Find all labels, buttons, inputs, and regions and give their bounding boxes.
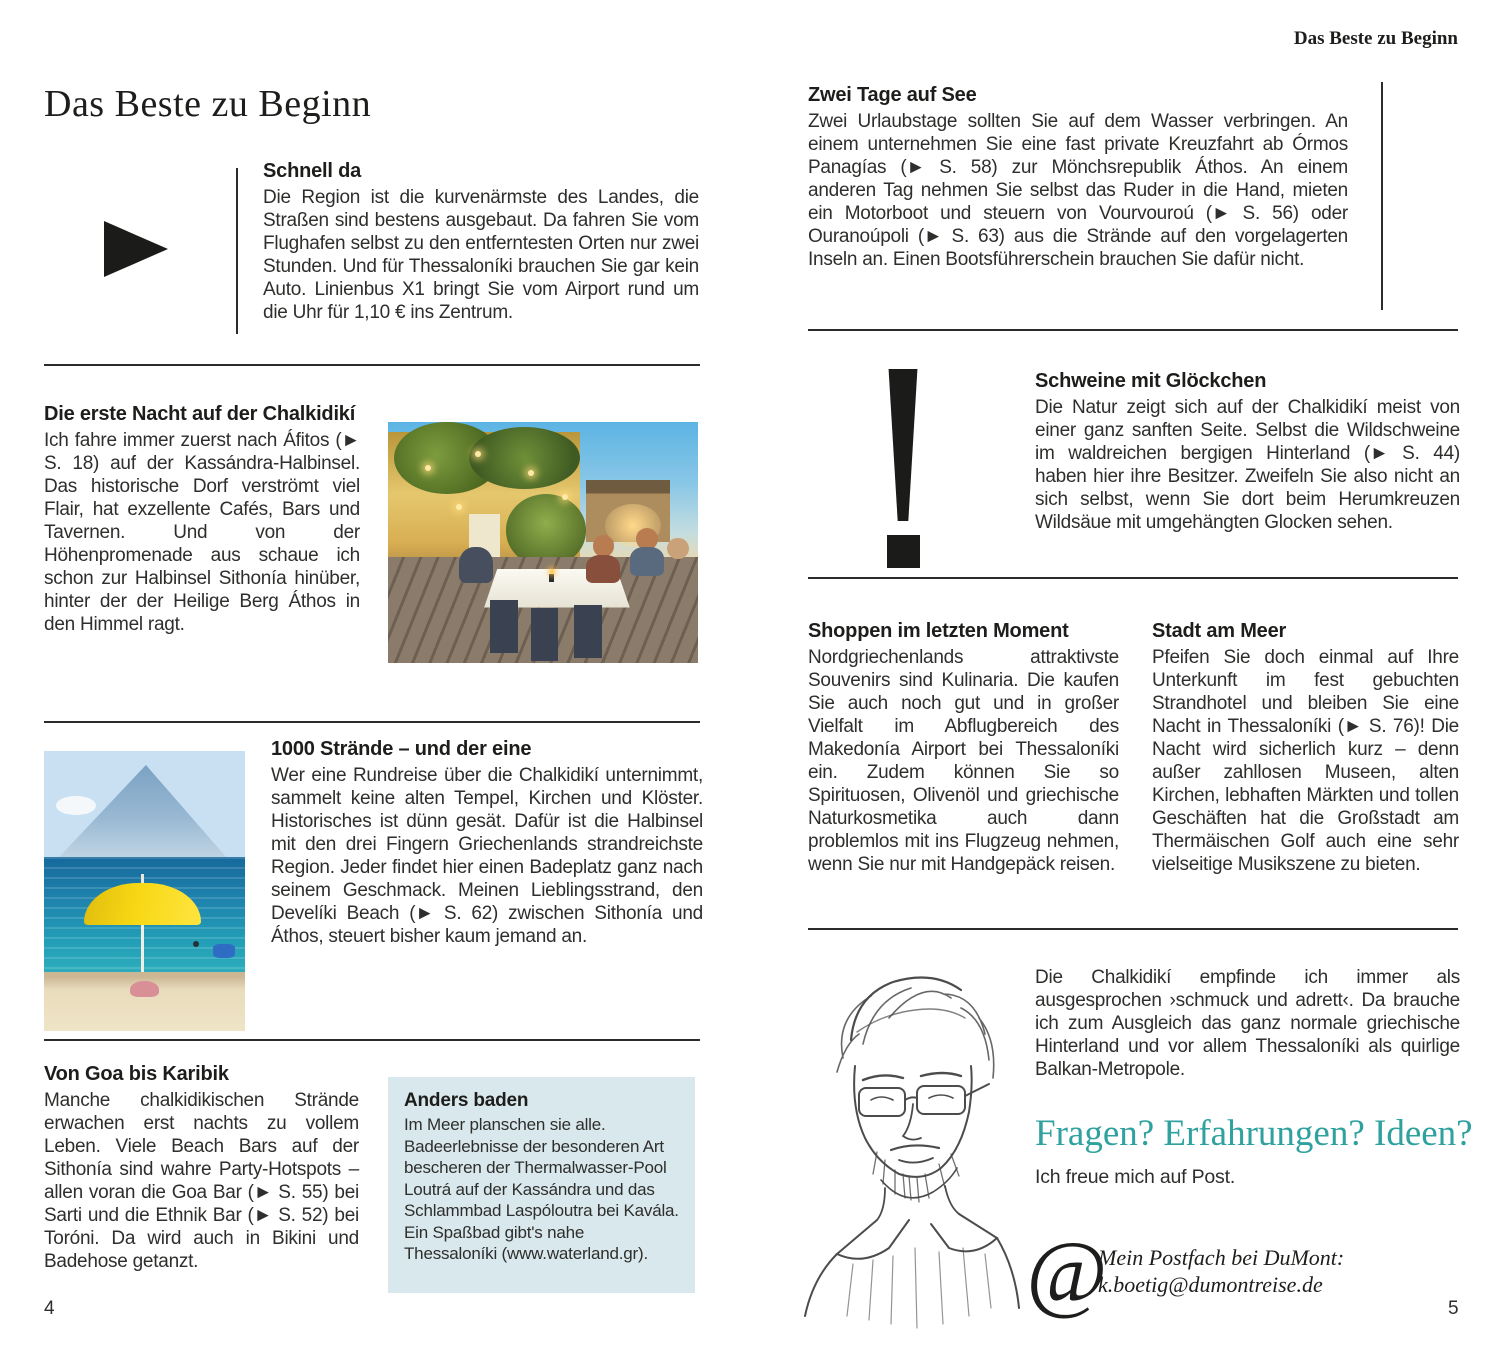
chair (531, 608, 559, 661)
beach-bag (130, 981, 158, 998)
guest (586, 555, 620, 584)
section-body: Pfeifen Sie doch einmal auf Ihre Unterkunft im fest gebuchten Strandhotel und bleiben Sie eine Nacht in Thessaloníki (► S. 76)! Die Nacht wird sicherlich kurz – denn außer zahllosen Museen, alten Kirchen, lebhaften Märkten und tollen Geschäften hat die Großstadt am Thermäischen Golf auch eine sehr vielseitige Musikszene zu bieten. (1152, 647, 1459, 875)
section-goa (44, 1063, 359, 1273)
mail-address: k.boetig@dumontreise.de (1098, 1272, 1323, 1297)
section-body: Die Region ist die kurvenärmste des Landes, die Straßen sind bestens ausgebaut. Da fahren Sie vom Flughafen selbst zu den entferntesten Orten nur zwei Stunden. Und für Thessaloníki brauchen Sie gar kein Auto. Linienbus X1 bringt Sie vom Airport rund um die Uhr für 1,10 € ins Zentrum. (263, 187, 699, 323)
running-header: Das Beste zu Beginn (1293, 28, 1458, 49)
author-cta-sub: Ich freue mich auf Post. (1035, 1166, 1236, 1188)
string-light (475, 451, 481, 457)
section-body: Manche chalkidikischen Strände erwachen erst nachts zu vollem Leben. Viele Beach Bars auf der Sithonía sind wahre Party-Hotspots – allen voran die Goa Bar (► S. 55) bei Sarti und die Ethnik Bar (► S. 52) bei Toróni. Da wird auch in Bikini und Badehose getanzt. (44, 1090, 359, 1272)
swim-float (213, 944, 235, 958)
page-title: Das Beste zu Beginn (44, 83, 372, 125)
horizontal-rule (808, 329, 1458, 331)
infobox-anders-baden (388, 1077, 695, 1293)
mail-label: Mein Postfach bei DuMont: (1098, 1245, 1345, 1270)
section-body: Zwei Urlaubstage sollten Sie auf dem Wasser verbringen. An einem unternehmen Sie eine fast private Kreuzfahrt ab Órmos Panagías (► S. 58) zur Mönchsrepublik Áthos. An einem anderen Tag nehmen Sie selbst das Ruder in die Hand, mieten ein Motorboot und steuern von Vourvouroú (► S. 56) oder Ouranoúpoli (► S. 63) aus die Strände auf den vorgelagerten Inseln an. Einen Bootsführerschein brauchen Sie dafür nicht. (808, 111, 1348, 270)
guest-head (667, 538, 689, 560)
section-heading: 1000 Strände – und der eine (271, 738, 532, 760)
author-mailbox (1098, 1244, 1344, 1298)
horizontal-rule (808, 928, 1458, 930)
at-sign-icon: @ (1026, 1225, 1107, 1322)
exclamation-stem (884, 369, 922, 521)
author-portrait-sketch (793, 948, 1031, 1336)
horizontal-rule (44, 721, 700, 723)
pram (459, 547, 493, 583)
section-heading: Von Goa bis Karibik (44, 1063, 229, 1085)
guest-head (593, 535, 615, 557)
chair (574, 605, 602, 658)
horizontal-rule (44, 364, 700, 366)
author-cta: Fragen? Erfahrungen? Ideen? (1035, 1113, 1473, 1154)
infobox-body: Im Meer planschen sie alle. Badeerlebnisse der besonderen Art bescheren der Thermalwasser-Pool Loutrá auf der Kassándra und das Schlammbad Laspóloutra bei Kavála. Ein Spaßbad gibt's nahe Thessaloníki (www.waterland.gr). (404, 1115, 679, 1263)
section-erste-nacht (44, 403, 360, 636)
exclamation-icon (884, 369, 924, 569)
section-zwei-tage (808, 84, 1348, 271)
page-number-right: 5 (1448, 1298, 1459, 1319)
horizontal-rule (808, 577, 1458, 579)
section-divider-vertical (1381, 82, 1383, 310)
section-schnell-da (263, 160, 699, 324)
section-heading: Shoppen im letzten Moment (808, 620, 1069, 642)
horizontal-rule (44, 1039, 700, 1041)
section-heading: Die erste Nacht auf der Chalkidikí (44, 403, 356, 425)
section-straende (271, 738, 703, 948)
section-schweine (1035, 370, 1460, 534)
section-divider-vertical (236, 168, 238, 334)
page-number-left: 4 (44, 1298, 55, 1319)
guest (630, 547, 664, 576)
arrow-right-icon (104, 221, 168, 277)
foliage (469, 427, 581, 490)
candle (549, 574, 554, 582)
exclamation-dot (887, 535, 920, 568)
section-stadt (1152, 620, 1459, 876)
section-heading: Zwei Tage auf See (808, 84, 977, 106)
section-body: Wer eine Rundreise über die Chalkidikí unternimmt, sammelt keine alten Tempel, Kirchen und Klöster. Historisches ist dünn gesät. Dafür ist die Halbinsel mit den drei Fingern Griechenlands strandreichste Region. Jeder findet hier einen Badeplatz ganz nach seinem Geschmack. Meinen Lieblingsstrand, den Develíki Beach (► S. 62) zwischen Sithonía und Áthos, steuert bisher kaum jemand an. (271, 765, 703, 947)
section-shoppen (808, 620, 1119, 876)
infobox-heading: Anders baden (404, 1090, 529, 1111)
section-body: Ich fahre immer zuerst nach Áfitos (► S. 18) auf der Kassándra-Halbinsel. Das historische Dorf verströmt viel Flair, hat exzellente Cafés, Bars und Tavernen. Und von der Höhenpromenade aus schaue ich schon zur Halbinsel Sithonía hinüber, hinter der der Heilige Berg Áthos in den Himmel ragt. (44, 430, 360, 635)
string-light (562, 494, 568, 500)
taverna-photo (388, 422, 698, 663)
palm-plant (506, 494, 587, 566)
section-body: Nordgriechenlands attraktivste Souvenirs sind Kulinaria. Die kaufen Sie auch noch gut und in großer Vielfalt im Abflugbereich des Makedonía Airport bei Thessaloníki ein. Zudem können Sie so Spirituosen, Olivenöl und griechische Naturkosmetika auch dann problemlos mit ins Flugzeug nehmen, wenn Sie nur mit Handgepäck reisen. (808, 647, 1119, 875)
section-heading: Stadt am Meer (1152, 620, 1287, 642)
cloud (56, 796, 96, 816)
section-body: Die Natur zeigt sich auf der Chalkidikí meist von einer ganz sanften Seite. Selbst die Wildschweine im waldreichen bergigen Hinterland (► S. 44) haben hier ihre Besitzer. Zweifeln Sie also nicht an sich selbst, wenn Sie dort beim Herumkreuzen Wildsäue mit umgehängten Glocken sehen. (1035, 397, 1460, 533)
author-statement (1035, 966, 1460, 1081)
section-heading: Schnell da (263, 160, 362, 182)
string-light (528, 470, 534, 476)
chair (490, 600, 518, 653)
section-heading: Schweine mit Glöckchen (1035, 370, 1267, 392)
author-body: Die Chalkidikí empfinde ich immer als ausgesprochen ›schmuck und adrett‹. Da brauche ich zum Ausgleich das ganz normale griechische Hinterland und vor allem Thessaloníki als quirlige Balkan-Metropole. (1035, 967, 1460, 1080)
beach-photo (44, 751, 245, 1031)
